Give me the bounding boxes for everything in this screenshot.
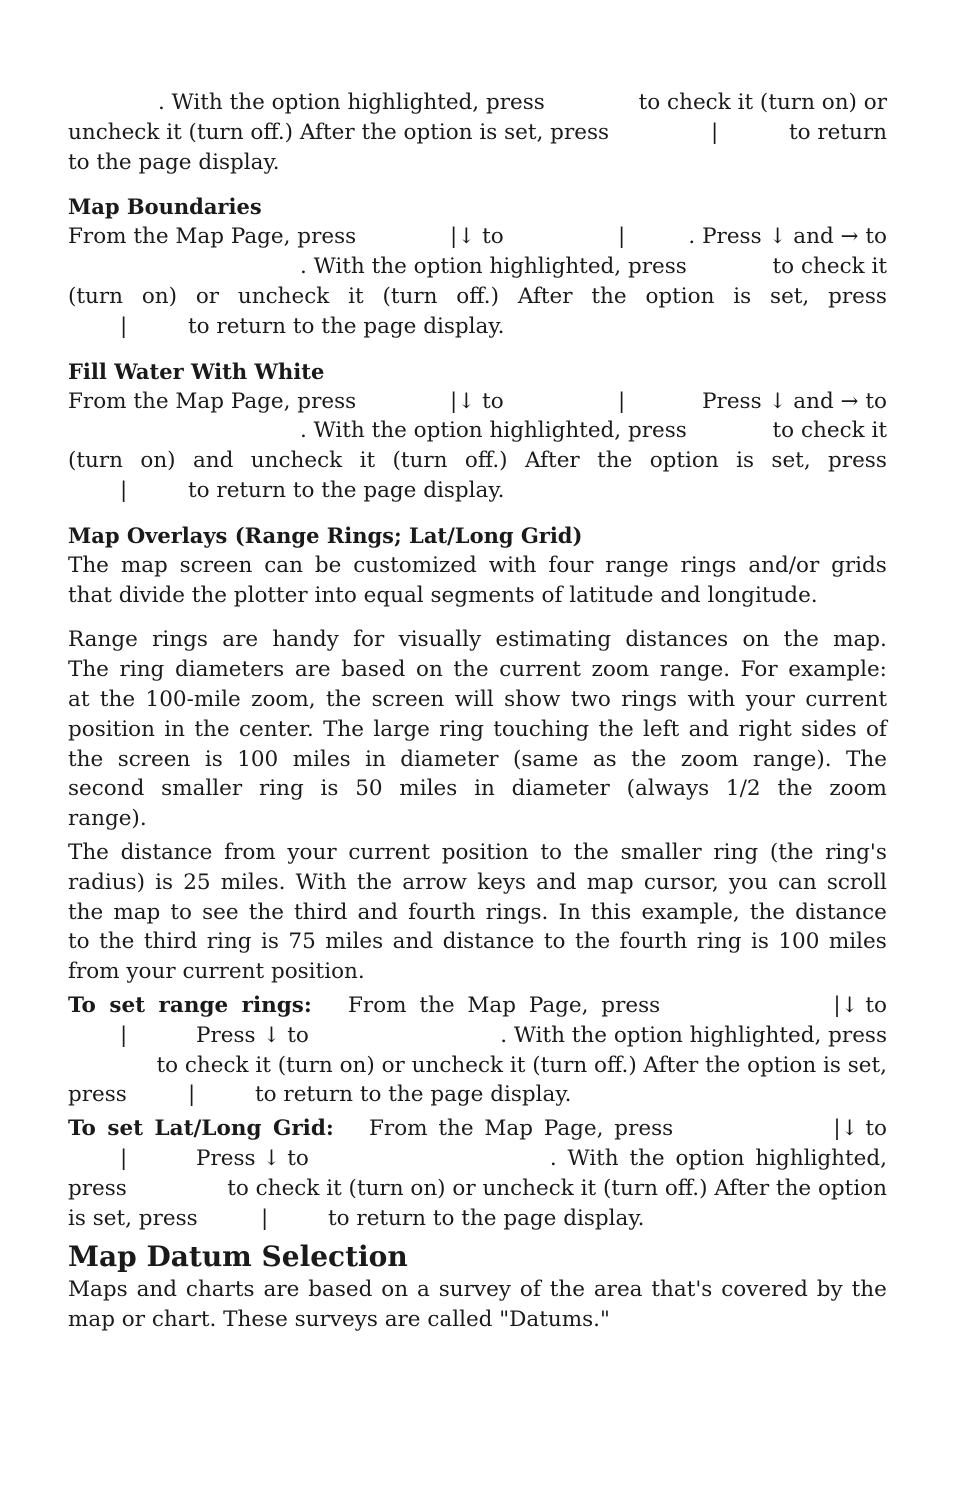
word: in bbox=[164, 716, 186, 742]
word: diameter bbox=[511, 776, 610, 802]
text-fragment: |↓ to bbox=[833, 1116, 887, 1142]
word: the bbox=[777, 776, 813, 802]
word: The bbox=[323, 716, 364, 742]
text-fragment: map or chart. These surveys are called "Datums." bbox=[68, 1307, 610, 1333]
manual-page bbox=[68, 88, 887, 1335]
word: estimating bbox=[495, 627, 612, 653]
word: miles bbox=[828, 929, 887, 955]
word: zoom, bbox=[251, 686, 316, 712]
word: is bbox=[320, 776, 339, 802]
text-fragment: . With the option highlighted, press bbox=[300, 418, 687, 444]
word: as bbox=[592, 746, 617, 772]
word: the bbox=[591, 283, 627, 309]
word: keys bbox=[477, 869, 526, 895]
text-fragment: to return to the page display. bbox=[188, 477, 505, 503]
text-fragment: to return to the page display. bbox=[255, 1082, 572, 1108]
range-rings-line-4 bbox=[68, 1080, 887, 1110]
word: large bbox=[373, 716, 430, 742]
word: arrow bbox=[402, 869, 467, 895]
word: rings. bbox=[485, 899, 549, 925]
word: (the bbox=[769, 839, 814, 865]
word: based bbox=[341, 657, 406, 683]
text-fragment: . With the option highlighted, press bbox=[158, 90, 545, 115]
text-fragment: . With the option highlighted, bbox=[549, 1145, 887, 1171]
map-boundaries-line-2 bbox=[68, 252, 887, 282]
word: ring bbox=[206, 929, 252, 955]
word: ring bbox=[696, 929, 742, 955]
range-rings-line-2 bbox=[68, 1021, 887, 1051]
text-line bbox=[68, 625, 887, 655]
text-line bbox=[68, 898, 887, 928]
word: smaller bbox=[620, 839, 702, 865]
word: from bbox=[224, 839, 276, 865]
word: miles bbox=[399, 776, 458, 802]
text-fragment: From the Map Page, press bbox=[348, 992, 661, 1018]
word: of bbox=[865, 716, 887, 742]
word: miles. bbox=[220, 869, 286, 895]
text-fragment: |↓ to bbox=[833, 992, 887, 1018]
word: 50 bbox=[355, 776, 383, 802]
word: In bbox=[558, 899, 581, 925]
text-fragment: From the Map Page, press bbox=[369, 1116, 674, 1142]
word: set, bbox=[771, 448, 811, 474]
word: left bbox=[643, 716, 680, 742]
word: on) bbox=[140, 448, 176, 474]
word: cursor, bbox=[643, 869, 719, 895]
word: map. bbox=[833, 627, 887, 653]
text-fragment: to check it bbox=[772, 418, 887, 444]
word: smaller bbox=[161, 776, 243, 802]
word: The bbox=[68, 839, 109, 865]
word: ring bbox=[439, 716, 484, 742]
word: based bbox=[308, 1277, 373, 1303]
word: current bbox=[348, 839, 430, 865]
word: in bbox=[474, 776, 495, 802]
word: the bbox=[783, 627, 819, 653]
word: visually bbox=[398, 627, 482, 653]
word: is bbox=[155, 869, 174, 895]
word: on bbox=[381, 1277, 409, 1303]
word: will bbox=[454, 686, 494, 712]
word: The bbox=[68, 552, 109, 578]
word: 100 bbox=[778, 929, 820, 955]
word: zoom bbox=[680, 746, 739, 772]
word: 1/2 bbox=[725, 776, 761, 802]
text-line bbox=[68, 868, 887, 898]
word: second bbox=[68, 776, 145, 802]
word: for bbox=[353, 627, 385, 653]
word: the bbox=[574, 929, 611, 955]
word: and bbox=[357, 899, 398, 925]
word: rings bbox=[680, 552, 737, 578]
overlays-paragraph-1 bbox=[68, 551, 887, 611]
latlong-line-2 bbox=[68, 1144, 887, 1174]
word: are bbox=[294, 657, 331, 683]
text-fragment: to the page display. bbox=[68, 149, 280, 175]
intro-line-3 bbox=[68, 148, 887, 178]
word: it bbox=[348, 283, 364, 309]
map-boundaries-line-3 bbox=[68, 282, 887, 312]
text-line bbox=[68, 838, 887, 868]
word: your bbox=[745, 686, 795, 712]
text-fragment: to return bbox=[788, 119, 887, 145]
text-fragment: is set, press bbox=[68, 1205, 198, 1231]
word: the bbox=[68, 746, 104, 772]
text-fragment: From the Map Page, press bbox=[68, 224, 357, 250]
word: scroll bbox=[826, 869, 887, 895]
word: fourth bbox=[408, 899, 476, 925]
word: survey bbox=[438, 1277, 511, 1303]
text-fragment: uncheck it (turn off.) After the option is set, press bbox=[68, 119, 610, 145]
text-line bbox=[68, 927, 887, 957]
word: and bbox=[688, 716, 730, 742]
separator: | bbox=[618, 224, 626, 250]
word: the bbox=[851, 1277, 887, 1303]
word: is bbox=[736, 448, 755, 474]
word: screen bbox=[117, 746, 191, 772]
text-fragment: press bbox=[68, 1082, 127, 1108]
latlong-line-4 bbox=[68, 1204, 887, 1234]
word: distance bbox=[120, 839, 213, 865]
word: example: bbox=[788, 657, 887, 683]
text-fragment: to return to the page display. bbox=[328, 1205, 645, 1231]
word: set, bbox=[770, 283, 810, 309]
word: 100-mile bbox=[145, 686, 241, 712]
text-line bbox=[68, 774, 887, 804]
word: With bbox=[295, 869, 347, 895]
range-rings-line-3 bbox=[68, 1051, 887, 1081]
word: and bbox=[392, 929, 434, 955]
range-rings-line-1 bbox=[68, 991, 887, 1021]
text-fragment: to check it bbox=[772, 254, 887, 280]
word: uncheck bbox=[250, 448, 343, 474]
word: is bbox=[733, 283, 752, 309]
separator: | bbox=[711, 119, 719, 145]
latlong-line-3 bbox=[68, 1174, 887, 1204]
word: the bbox=[356, 869, 393, 895]
word: show bbox=[504, 686, 561, 712]
word: handy bbox=[272, 627, 339, 653]
word: sides bbox=[801, 716, 857, 742]
word: the bbox=[68, 899, 104, 925]
text-fragment: Press ↓ to bbox=[196, 1022, 309, 1048]
map-boundaries-line-4 bbox=[68, 312, 887, 342]
word: screen bbox=[371, 686, 445, 712]
word: see bbox=[202, 899, 239, 925]
word: (turn bbox=[68, 448, 123, 474]
word: map bbox=[120, 552, 168, 578]
word: touching bbox=[493, 716, 590, 742]
word: can bbox=[777, 869, 817, 895]
text-fragment: press bbox=[68, 1175, 127, 1201]
word: the bbox=[749, 899, 786, 925]
word: (turn bbox=[68, 283, 123, 309]
word: After bbox=[524, 448, 580, 474]
word: map bbox=[586, 869, 634, 895]
section-heading-map-datum: Map Datum Selection bbox=[68, 1240, 408, 1274]
word: map bbox=[113, 899, 161, 925]
separator: | bbox=[261, 1205, 269, 1231]
word: ring's bbox=[825, 839, 887, 865]
word: off.) bbox=[456, 283, 499, 309]
word: can bbox=[264, 552, 303, 578]
text-line bbox=[68, 685, 887, 715]
word: ring bbox=[119, 657, 165, 683]
word: area bbox=[593, 1277, 643, 1303]
word: zoom bbox=[591, 657, 650, 683]
word: the bbox=[453, 657, 489, 683]
word: that's bbox=[651, 1277, 713, 1303]
separator: | bbox=[120, 1022, 128, 1048]
text-fragment: . Press ↓ and → to bbox=[688, 224, 887, 250]
word: covered bbox=[721, 1277, 808, 1303]
word: ring bbox=[258, 776, 304, 802]
word: 75 bbox=[288, 929, 316, 955]
word: and bbox=[536, 869, 577, 895]
word: the bbox=[573, 839, 609, 865]
word: distance bbox=[795, 899, 887, 925]
word: For bbox=[740, 657, 778, 683]
word: zoom bbox=[829, 776, 887, 802]
text-fragment: |↓ to bbox=[450, 224, 504, 250]
word: the bbox=[549, 1277, 585, 1303]
word: current bbox=[805, 686, 887, 712]
text-fragment: to return to the page display. bbox=[188, 313, 505, 339]
word: miles bbox=[325, 929, 384, 955]
word: (same bbox=[512, 746, 579, 772]
word: the bbox=[325, 686, 362, 712]
text-fragment: From the Map Page, press bbox=[68, 388, 357, 414]
section-heading-map-overlays: Map Overlays (Range Rings; Lat/Long Grid) bbox=[68, 522, 583, 548]
word: on bbox=[742, 627, 770, 653]
word: range bbox=[605, 552, 669, 578]
word: distance bbox=[442, 929, 535, 955]
word: be bbox=[314, 552, 342, 578]
word: (always bbox=[626, 776, 710, 802]
text-fragment: |↓ to bbox=[450, 388, 504, 414]
word: Maps bbox=[68, 1277, 128, 1303]
word: (turn bbox=[392, 448, 448, 474]
word: is bbox=[260, 929, 279, 955]
word: (turn bbox=[382, 283, 438, 309]
word: position bbox=[441, 839, 529, 865]
fill-water-line-3 bbox=[68, 446, 887, 476]
text-fragment: Press ↓ to bbox=[196, 1145, 309, 1171]
word: and bbox=[192, 448, 234, 474]
word: to bbox=[170, 899, 192, 925]
fill-water-line-1 bbox=[68, 387, 887, 417]
map-boundaries-line-1 bbox=[68, 222, 887, 252]
word: 25 bbox=[183, 869, 211, 895]
word: 100 bbox=[237, 746, 279, 772]
word: right bbox=[738, 716, 792, 742]
word: rings bbox=[152, 627, 208, 653]
word: The bbox=[68, 657, 109, 683]
separator: | bbox=[120, 313, 128, 339]
word: are bbox=[222, 627, 259, 653]
word: the bbox=[248, 899, 284, 925]
text-line bbox=[68, 551, 887, 581]
word: with bbox=[687, 686, 736, 712]
word: to bbox=[68, 929, 90, 955]
word: radius) bbox=[68, 869, 146, 895]
word: the bbox=[598, 716, 634, 742]
word: press bbox=[828, 283, 887, 309]
separator: | bbox=[120, 1145, 128, 1171]
word: by bbox=[816, 1277, 843, 1303]
text-fragment: Press ↓ and → to bbox=[702, 388, 887, 414]
word: uncheck bbox=[237, 283, 330, 309]
section-heading-fill-water: Fill Water With White bbox=[68, 358, 325, 384]
word: your bbox=[287, 839, 337, 865]
separator: | bbox=[120, 477, 128, 503]
text-fragment: to check it (turn on) or bbox=[638, 90, 887, 115]
intro-line-2 bbox=[68, 118, 887, 148]
word: and bbox=[136, 1277, 177, 1303]
word: is bbox=[204, 746, 223, 772]
overlays-paragraph-2 bbox=[68, 625, 887, 834]
word: third bbox=[143, 929, 198, 955]
word: The bbox=[846, 746, 887, 772]
text-fragment: . With the option highlighted, press bbox=[300, 254, 687, 280]
word: diameter bbox=[400, 746, 499, 772]
word: range. bbox=[659, 657, 731, 683]
word: a bbox=[417, 1277, 430, 1303]
text-line: from your current position. bbox=[68, 959, 365, 985]
text-line bbox=[68, 655, 887, 685]
word: the bbox=[631, 746, 667, 772]
latlong-line-1 bbox=[68, 1114, 887, 1144]
overlays-paragraph-3 bbox=[68, 838, 887, 987]
word: Range bbox=[68, 627, 138, 653]
word: are bbox=[263, 1277, 300, 1303]
intro-line-1 bbox=[68, 88, 887, 118]
word: this bbox=[590, 899, 632, 925]
word: range). bbox=[752, 746, 832, 772]
word: four bbox=[548, 552, 594, 578]
separator: | bbox=[618, 388, 626, 414]
word: to bbox=[543, 929, 566, 955]
word: distances bbox=[625, 627, 729, 653]
word: two bbox=[570, 686, 611, 712]
word: or bbox=[195, 283, 220, 309]
word: to bbox=[540, 839, 562, 865]
word: you bbox=[728, 869, 768, 895]
fill-water-line-4 bbox=[68, 476, 887, 506]
text-fragment: . With the option highlighted, press bbox=[500, 1022, 887, 1048]
word: on bbox=[416, 657, 443, 683]
word: the bbox=[99, 929, 135, 955]
word: option bbox=[649, 448, 719, 474]
word: it bbox=[359, 448, 376, 474]
instruction-label: To set Lat/Long Grid: bbox=[68, 1116, 334, 1142]
separator: | bbox=[188, 1082, 196, 1108]
word: on) bbox=[141, 283, 178, 309]
word: miles bbox=[292, 746, 351, 772]
instruction-label: To set range rings: bbox=[68, 992, 312, 1018]
text-line: range). bbox=[68, 806, 147, 832]
word: the bbox=[99, 686, 136, 712]
word: example, bbox=[641, 899, 740, 925]
text-line: that divide the plotter into equal segments of latitude and longitude. bbox=[68, 582, 818, 608]
word: option bbox=[645, 283, 715, 309]
word: customized bbox=[353, 552, 477, 578]
word: position bbox=[68, 716, 155, 742]
word: at bbox=[68, 686, 90, 712]
text-fragment: to check it (turn on) or uncheck it (turn off.) After the option bbox=[227, 1175, 887, 1201]
datum-line-1 bbox=[68, 1275, 887, 1305]
word: in bbox=[365, 746, 386, 772]
word: screen bbox=[179, 552, 253, 578]
word: press bbox=[828, 448, 887, 474]
fill-water-line-2 bbox=[68, 416, 887, 446]
word: fourth bbox=[619, 929, 688, 955]
word: off.) bbox=[464, 448, 508, 474]
word: center. bbox=[238, 716, 314, 742]
word: with bbox=[488, 552, 537, 578]
word: is bbox=[750, 929, 769, 955]
word: third bbox=[294, 899, 348, 925]
word: grids bbox=[831, 552, 887, 578]
word: ring bbox=[713, 839, 759, 865]
word: diameters bbox=[174, 657, 285, 683]
word: rings bbox=[621, 686, 678, 712]
datum-line-2 bbox=[68, 1305, 887, 1335]
word: charts bbox=[185, 1277, 255, 1303]
text-fragment: to check it (turn on) or uncheck it (turn off.) After the option is set, bbox=[156, 1052, 887, 1078]
word: the bbox=[194, 716, 230, 742]
word: After bbox=[517, 283, 573, 309]
word: current bbox=[499, 657, 581, 683]
word: and/or bbox=[748, 552, 820, 578]
text-line bbox=[68, 745, 887, 775]
text-line bbox=[68, 715, 887, 745]
word: of bbox=[519, 1277, 541, 1303]
word: the bbox=[597, 448, 633, 474]
section-heading-map-boundaries: Map Boundaries bbox=[68, 194, 262, 220]
